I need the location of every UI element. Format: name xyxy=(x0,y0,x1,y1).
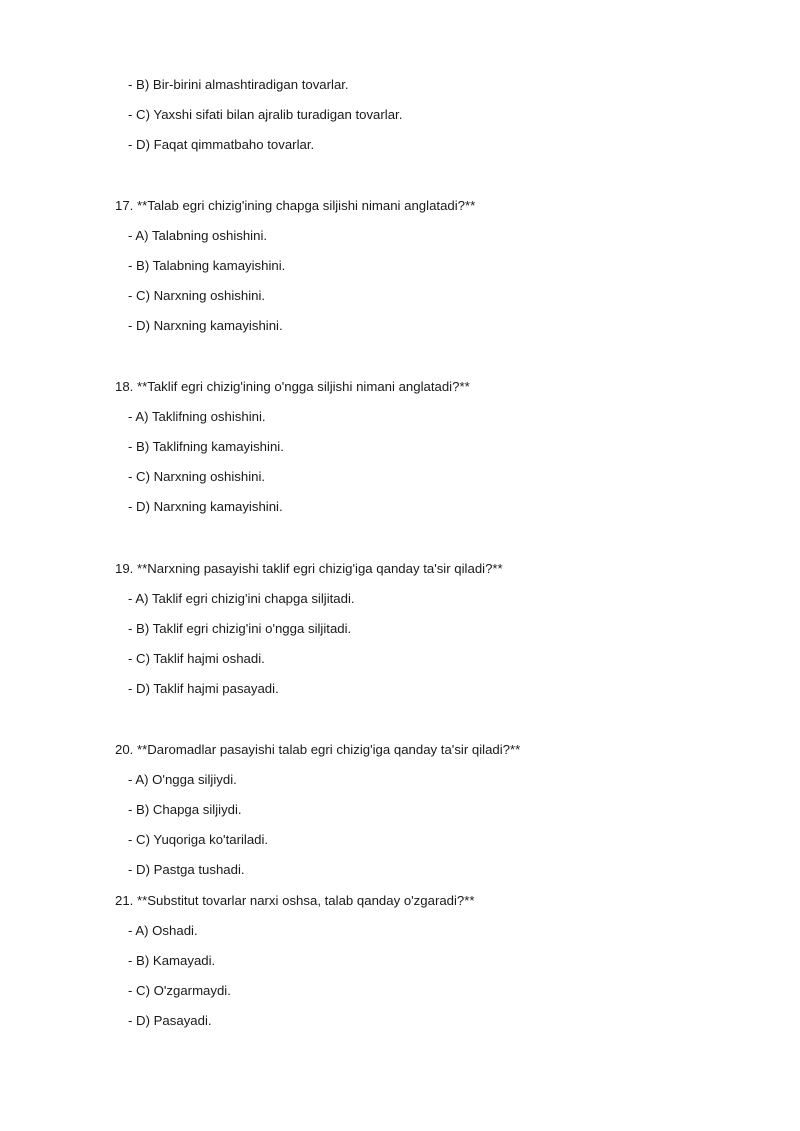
question-18-option-a: - A) Taklifning oshishini. xyxy=(128,409,266,424)
question-20-option-c: - C) Yuqoriga ko'tariladi. xyxy=(128,832,269,847)
question-21-option-b: - B) Kamayadi. xyxy=(128,953,216,968)
question-20-option-b: - B) Chapga siljiydi. xyxy=(128,802,242,817)
question-19: 19. **Narxning pasayishi taklif egri chizig'iga qanday ta'sir qiladi?** xyxy=(115,561,503,576)
question-20-option-a: - A) O'ngga siljiydi. xyxy=(128,772,237,787)
question-19-option-d: - D) Taklif hajmi pasayadi. xyxy=(128,681,279,696)
question-20: 20. **Daromadlar pasayishi talab egri chizig'iga qanday ta'sir qiladi?** xyxy=(115,742,521,757)
question-17-option-b: - B) Talabning kamayishini. xyxy=(128,258,286,273)
question-17-option-c: - C) Narxning oshishini. xyxy=(128,288,266,303)
lead-option-d: - D) Faqat qimmatbaho tovarlar. xyxy=(128,137,315,152)
question-18-option-d: - D) Narxning kamayishini. xyxy=(128,499,283,514)
question-18-option-b: - B) Taklifning kamayishini. xyxy=(128,439,284,454)
question-19-option-a: - A) Taklif egri chizig'ini chapga siljitadi. xyxy=(128,591,355,606)
lead-option-b: - B) Bir-birini almashtiradigan tovarlar. xyxy=(128,77,349,92)
question-18: 18. **Taklif egri chizig'ining o'ngga siljishi nimani anglatadi?** xyxy=(115,379,470,394)
lead-option-c: - C) Yaxshi sifati bilan ajralib turadigan tovarlar. xyxy=(128,107,403,122)
question-18-option-c: - C) Narxning oshishini. xyxy=(128,469,266,484)
question-20-option-d: - D) Pastga tushadi. xyxy=(128,862,245,877)
question-21-option-a: - A) Oshadi. xyxy=(128,923,198,938)
question-19-option-c: - C) Taklif hajmi oshadi. xyxy=(128,651,265,666)
question-17: 17. **Talab egri chizig'ining chapga siljishi nimani anglatadi?** xyxy=(115,198,476,213)
question-17-option-d: - D) Narxning kamayishini. xyxy=(128,318,283,333)
question-19-option-b: - B) Taklif egri chizig'ini o'ngga siljitadi. xyxy=(128,621,352,636)
question-21-option-d: - D) Pasayadi. xyxy=(128,1013,212,1028)
question-21-option-c: - C) O'zgarmaydi. xyxy=(128,983,231,998)
question-17-option-a: - A) Talabning oshishini. xyxy=(128,228,268,243)
question-21: 21. **Substitut tovarlar narxi oshsa, talab qanday o'zgaradi?** xyxy=(115,893,475,908)
